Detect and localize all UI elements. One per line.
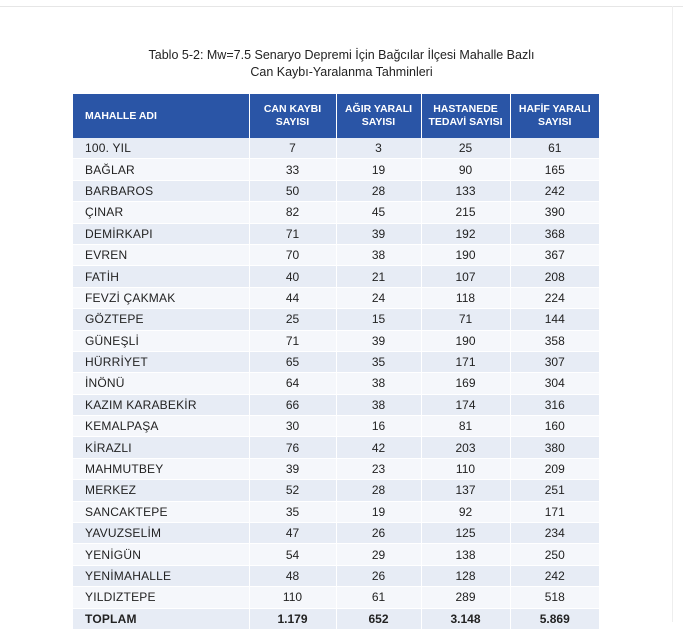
table-row [73,159,599,180]
cell-mahalle-name: BAĞLAR [73,159,249,180]
cell-can-kaybi: 50 [249,180,336,201]
table-row [73,373,599,394]
cell-agir-yarali: 21 [336,266,421,287]
table-row [73,309,599,330]
cell-can-kaybi: 40 [249,266,336,287]
header-mahalle-adi: MAHALLE ADI [73,94,249,138]
table-row [73,394,599,415]
cell-can-kaybi: 25 [249,309,336,330]
cell-can-kaybi: 66 [249,394,336,415]
header-agir-yarali: AĞIR YARALI SAYISI [336,94,421,138]
cell-mahalle-name: YENİGÜN [73,544,249,565]
cell-can-kaybi: 39 [249,458,336,479]
cell-hastanede-tedavi: 125 [421,523,510,544]
cell-can-kaybi: 7 [249,138,336,159]
cell-agir-yarali: 24 [336,287,421,308]
cell-hastanede-tedavi: 190 [421,330,510,351]
total-hastanede-tedavi: 3.148 [421,608,510,629]
header-row [73,94,599,138]
cell-agir-yarali: 39 [336,330,421,351]
cell-can-kaybi: 48 [249,565,336,586]
cell-hastanede-tedavi: 128 [421,565,510,586]
table-row [73,458,599,479]
cell-agir-yarali: 16 [336,416,421,437]
cell-hastanede-tedavi: 92 [421,501,510,522]
total-label: TOPLAM [73,608,249,629]
cell-hafif-yarali: 242 [510,565,599,586]
cell-hastanede-tedavi: 169 [421,373,510,394]
cell-hastanede-tedavi: 137 [421,480,510,501]
cell-hafif-yarali: 380 [510,437,599,458]
cell-hafif-yarali: 224 [510,287,599,308]
cell-mahalle-name: KAZIM KARABEKİR [73,394,249,415]
cell-hafif-yarali: 171 [510,501,599,522]
cell-agir-yarali: 45 [336,202,421,223]
cell-agir-yarali: 15 [336,309,421,330]
cell-agir-yarali: 61 [336,587,421,608]
cell-can-kaybi: 33 [249,159,336,180]
table-row [73,587,599,608]
cell-mahalle-name: ÇINAR [73,202,249,223]
cell-hastanede-tedavi: 133 [421,180,510,201]
cell-can-kaybi: 70 [249,244,336,265]
cell-hastanede-tedavi: 25 [421,138,510,159]
cell-hafif-yarali: 144 [510,309,599,330]
cell-hafif-yarali: 234 [510,523,599,544]
cell-can-kaybi: 30 [249,416,336,437]
table-row [73,244,599,265]
total-row [73,608,599,629]
cell-can-kaybi: 76 [249,437,336,458]
cell-agir-yarali: 39 [336,223,421,244]
total-hafif-yarali: 5.869 [510,608,599,629]
cell-can-kaybi: 71 [249,330,336,351]
cell-mahalle-name: KİRAZLI [73,437,249,458]
cell-hafif-yarali: 208 [510,266,599,287]
header-hafif-yarali: HAFİF YARALI SAYISI [510,94,599,138]
cell-mahalle-name: MAHMUTBEY [73,458,249,479]
caption-line-1: Tablo 5-2: Mw=7.5 Senaryo Depremi İçin Bağcılar İlçesi Mahalle Bazlı [148,48,535,62]
cell-hastanede-tedavi: 174 [421,394,510,415]
table-row [73,330,599,351]
cell-hastanede-tedavi: 190 [421,244,510,265]
table-row [73,437,599,458]
cell-can-kaybi: 35 [249,501,336,522]
total-can-kaybi: 1.179 [249,608,336,629]
table-row [73,266,599,287]
cell-hastanede-tedavi: 71 [421,309,510,330]
cell-agir-yarali: 35 [336,351,421,372]
cell-hafif-yarali: 250 [510,544,599,565]
table-row [73,138,599,159]
top-divider [0,6,683,7]
total-agir-yarali: 652 [336,608,421,629]
cell-hastanede-tedavi: 171 [421,351,510,372]
cell-agir-yarali: 28 [336,180,421,201]
cell-hafif-yarali: 61 [510,138,599,159]
cell-mahalle-name: YENİMAHALLE [73,565,249,586]
cell-agir-yarali: 19 [336,159,421,180]
cell-hastanede-tedavi: 107 [421,266,510,287]
right-divider [672,6,673,622]
cell-mahalle-name: DEMİRKAPI [73,223,249,244]
table-row [73,544,599,565]
cell-mahalle-name: MERKEZ [73,480,249,501]
cell-can-kaybi: 64 [249,373,336,394]
table-row [73,351,599,372]
cell-hafif-yarali: 251 [510,480,599,501]
cell-hafif-yarali: 358 [510,330,599,351]
cell-hastanede-tedavi: 90 [421,159,510,180]
cell-can-kaybi: 82 [249,202,336,223]
cell-mahalle-name: YILDIZTEPE [73,587,249,608]
cell-can-kaybi: 65 [249,351,336,372]
cell-mahalle-name: BARBAROS [73,180,249,201]
cell-agir-yarali: 42 [336,437,421,458]
cell-mahalle-name: GÜNEŞLİ [73,330,249,351]
cell-hafif-yarali: 165 [510,159,599,180]
cell-mahalle-name: KEMALPAŞA [73,416,249,437]
cell-hastanede-tedavi: 203 [421,437,510,458]
cell-mahalle-name: HÜRRİYET [73,351,249,372]
table-row [73,416,599,437]
cell-mahalle-name: FATİH [73,266,249,287]
cell-mahalle-name: EVREN [73,244,249,265]
cell-hafif-yarali: 368 [510,223,599,244]
cell-hastanede-tedavi: 289 [421,587,510,608]
table-row [73,523,599,544]
cell-hastanede-tedavi: 110 [421,458,510,479]
cell-agir-yarali: 26 [336,565,421,586]
cell-mahalle-name: SANCAKTEPE [73,501,249,522]
cell-agir-yarali: 3 [336,138,421,159]
cell-hastanede-tedavi: 215 [421,202,510,223]
cell-agir-yarali: 23 [336,458,421,479]
table-row [73,287,599,308]
header-can-kaybi: CAN KAYBI SAYISI [249,94,336,138]
cell-mahalle-name: YAVUZSELİM [73,523,249,544]
cell-hastanede-tedavi: 81 [421,416,510,437]
casualty-table [73,94,599,630]
cell-mahalle-name: FEVZİ ÇAKMAK [73,287,249,308]
table-body [73,138,599,629]
cell-agir-yarali: 38 [336,394,421,415]
cell-agir-yarali: 28 [336,480,421,501]
cell-hafif-yarali: 518 [510,587,599,608]
cell-can-kaybi: 54 [249,544,336,565]
cell-can-kaybi: 44 [249,287,336,308]
cell-hafif-yarali: 390 [510,202,599,223]
cell-mahalle-name: GÖZTEPE [73,309,249,330]
cell-can-kaybi: 110 [249,587,336,608]
cell-hafif-yarali: 209 [510,458,599,479]
table-row [73,202,599,223]
table-row [73,565,599,586]
cell-agir-yarali: 38 [336,244,421,265]
cell-agir-yarali: 26 [336,523,421,544]
cell-hafif-yarali: 304 [510,373,599,394]
cell-mahalle-name: İNÖNÜ [73,373,249,394]
cell-hastanede-tedavi: 138 [421,544,510,565]
table-row [73,501,599,522]
cell-hafif-yarali: 316 [510,394,599,415]
cell-can-kaybi: 47 [249,523,336,544]
cell-can-kaybi: 71 [249,223,336,244]
table-caption [60,47,623,81]
cell-hastanede-tedavi: 192 [421,223,510,244]
cell-agir-yarali: 19 [336,501,421,522]
cell-agir-yarali: 29 [336,544,421,565]
table-row [73,480,599,501]
cell-hafif-yarali: 307 [510,351,599,372]
table-row [73,223,599,244]
cell-hafif-yarali: 367 [510,244,599,265]
caption-line-2: Can Kaybı-Yaralanma Tahminleri [250,65,433,79]
cell-mahalle-name: 100. YIL [73,138,249,159]
table-row [73,180,599,201]
header-hastanede-tedavi: HASTANEDE TEDAVİ SAYISI [421,94,510,138]
cell-hastanede-tedavi: 118 [421,287,510,308]
cell-agir-yarali: 38 [336,373,421,394]
cell-can-kaybi: 52 [249,480,336,501]
cell-hafif-yarali: 160 [510,416,599,437]
cell-hafif-yarali: 242 [510,180,599,201]
